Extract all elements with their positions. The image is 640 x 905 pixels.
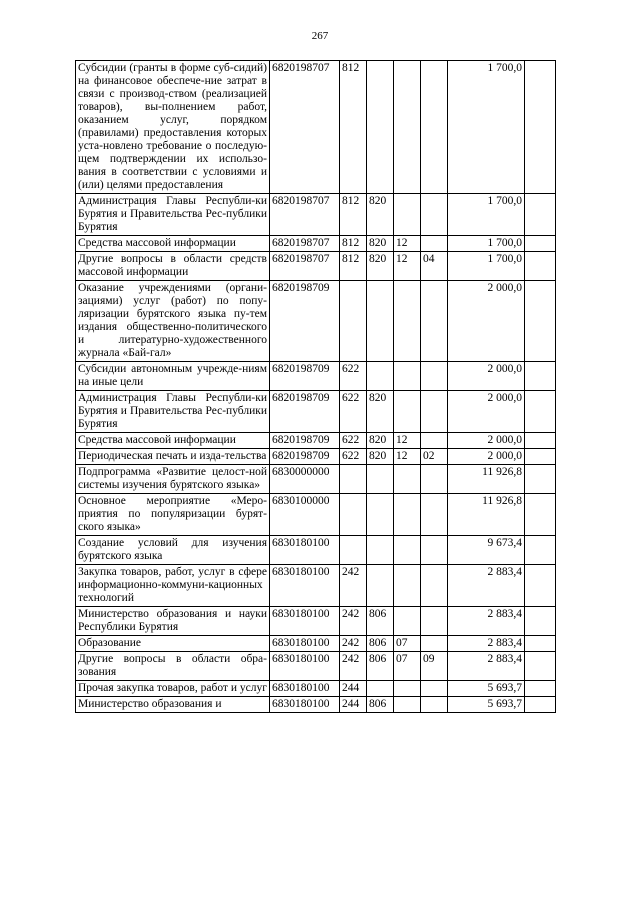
expense-type-cell: 812 [340, 61, 367, 194]
admin-code-cell: 820 [367, 252, 394, 281]
empty-cell [525, 465, 556, 494]
amount-cell: 1 700,0 [448, 236, 525, 252]
table-row [76, 236, 556, 252]
amount-cell: 2 883,4 [448, 636, 525, 652]
target-article-cell: 6830180100 [270, 565, 340, 607]
amount-cell: 1 700,0 [448, 61, 525, 194]
section-cell [394, 391, 421, 433]
section-cell [394, 536, 421, 565]
target-article-cell: 6830180100 [270, 636, 340, 652]
empty-cell [525, 433, 556, 449]
expense-type-cell: 622 [340, 433, 367, 449]
target-article-cell: 6820198707 [270, 61, 340, 194]
empty-cell [525, 494, 556, 536]
target-article-cell: 6820198707 [270, 194, 340, 236]
expense-type-cell [340, 465, 367, 494]
empty-cell [525, 607, 556, 636]
expense-type-cell: 812 [340, 236, 367, 252]
subsection-cell: 04 [421, 252, 448, 281]
empty-cell [525, 281, 556, 362]
table-row [76, 449, 556, 465]
expense-type-cell [340, 494, 367, 536]
empty-cell [525, 391, 556, 433]
row-name-cell: Оказание учреждениями (органи-зациями) услуг (работ) по попу-ляризации бурятского языка пу-тем издания общественно-политического и литературно-художественного журнала «Бай-гал» [76, 281, 270, 362]
subsection-cell [421, 61, 448, 194]
subsection-cell [421, 281, 448, 362]
target-article-cell: 6830180100 [270, 681, 340, 697]
target-article-cell: 6820198707 [270, 252, 340, 281]
table-row [76, 194, 556, 236]
expense-type-cell [340, 536, 367, 565]
section-cell [394, 61, 421, 194]
table-row [76, 391, 556, 433]
amount-cell: 2 000,0 [448, 362, 525, 391]
empty-cell [525, 194, 556, 236]
table-row [76, 681, 556, 697]
subsection-cell [421, 697, 448, 713]
row-name-cell: Субсидии (гранты в форме суб-сидий) на финансовое обеспече-ние затрат в связи с производ-ством (реализацией товаров), вы-полнением работ, оказанием услуг, порядком (правилами) предоставления которых уста-новлено требование о последую-щем подтверждении их использо-вания в соответствии с условиями и (или) целями предоставления [76, 61, 270, 194]
admin-code-cell: 806 [367, 697, 394, 713]
row-name-cell: Субсидии автономным учрежде-ниям на иные цели [76, 362, 270, 391]
amount-cell: 2 000,0 [448, 281, 525, 362]
admin-code-cell: 820 [367, 194, 394, 236]
admin-code-cell: 820 [367, 236, 394, 252]
admin-code-cell [367, 465, 394, 494]
admin-code-cell: 820 [367, 449, 394, 465]
section-cell: 07 [394, 636, 421, 652]
admin-code-cell: 806 [367, 636, 394, 652]
admin-code-cell [367, 536, 394, 565]
table-row [76, 362, 556, 391]
section-cell [394, 681, 421, 697]
target-article-cell: 6830180100 [270, 652, 340, 681]
row-name-cell: Администрация Главы Республи-ки Бурятия и Правительства Рес-публики Бурятия [76, 391, 270, 433]
expense-type-cell: 244 [340, 681, 367, 697]
empty-cell [525, 252, 556, 281]
amount-cell: 2 883,4 [448, 565, 525, 607]
admin-code-cell [367, 281, 394, 362]
row-name-cell: Основное мероприятие «Меро-приятия по популяризации бурят-ского языка» [76, 494, 270, 536]
section-cell [394, 494, 421, 536]
empty-cell [525, 652, 556, 681]
section-cell [394, 194, 421, 236]
subsection-cell [421, 607, 448, 636]
expense-type-cell: 622 [340, 449, 367, 465]
empty-cell [525, 697, 556, 713]
row-name-cell: Средства массовой информации [76, 433, 270, 449]
target-article-cell: 6820198707 [270, 236, 340, 252]
subsection-cell [421, 433, 448, 449]
row-name-cell: Образование [76, 636, 270, 652]
table-row [76, 636, 556, 652]
empty-cell [525, 681, 556, 697]
target-article-cell: 6830180100 [270, 697, 340, 713]
expense-type-cell: 244 [340, 697, 367, 713]
table-row [76, 281, 556, 362]
target-article-cell: 6830000000 [270, 465, 340, 494]
admin-code-cell: 806 [367, 652, 394, 681]
amount-cell: 1 700,0 [448, 252, 525, 281]
empty-cell [525, 636, 556, 652]
subsection-cell [421, 194, 448, 236]
row-name-cell: Прочая закупка товаров, работ и услуг [76, 681, 270, 697]
table-row [76, 536, 556, 565]
subsection-cell [421, 465, 448, 494]
section-cell [394, 465, 421, 494]
table-row [76, 465, 556, 494]
expense-type-cell: 242 [340, 607, 367, 636]
section-cell: 12 [394, 236, 421, 252]
subsection-cell [421, 636, 448, 652]
amount-cell: 11 926,8 [448, 465, 525, 494]
target-article-cell: 6830100000 [270, 494, 340, 536]
expense-type-cell [340, 281, 367, 362]
amount-cell: 1 700,0 [448, 194, 525, 236]
row-name-cell: Другие вопросы в области обра-зования [76, 652, 270, 681]
amount-cell: 9 673,4 [448, 536, 525, 565]
amount-cell: 2 000,0 [448, 449, 525, 465]
admin-code-cell [367, 61, 394, 194]
subsection-cell [421, 494, 448, 536]
amount-cell: 11 926,8 [448, 494, 525, 536]
subsection-cell [421, 681, 448, 697]
subsection-cell [421, 391, 448, 433]
target-article-cell: 6820198709 [270, 433, 340, 449]
empty-cell [525, 236, 556, 252]
row-name-cell: Периодическая печать и изда-тельства [76, 449, 270, 465]
amount-cell: 5 693,7 [448, 681, 525, 697]
admin-code-cell: 820 [367, 391, 394, 433]
subsection-cell: 02 [421, 449, 448, 465]
admin-code-cell [367, 494, 394, 536]
section-cell: 07 [394, 652, 421, 681]
row-name-cell: Министерство образования и [76, 697, 270, 713]
section-cell: 12 [394, 252, 421, 281]
table-row [76, 697, 556, 713]
table-row [76, 433, 556, 449]
section-cell [394, 362, 421, 391]
amount-cell: 2 883,4 [448, 652, 525, 681]
row-name-cell: Закупка товаров, работ, услуг в сфере информационно-коммуни-кационных технологий [76, 565, 270, 607]
target-article-cell: 6820198709 [270, 449, 340, 465]
budget-table [75, 60, 556, 713]
table-row [76, 252, 556, 281]
target-article-cell: 6820198709 [270, 362, 340, 391]
admin-code-cell [367, 362, 394, 391]
admin-code-cell [367, 681, 394, 697]
expense-type-cell: 242 [340, 652, 367, 681]
row-name-cell: Подпрограмма «Развитие целост-ной системы изучения бурятского языка» [76, 465, 270, 494]
row-name-cell: Создание условий для изучения бурятского языка [76, 536, 270, 565]
target-article-cell: 6830180100 [270, 536, 340, 565]
subsection-cell [421, 362, 448, 391]
expense-type-cell: 812 [340, 194, 367, 236]
table-body [76, 61, 556, 713]
section-cell [394, 565, 421, 607]
section-cell [394, 697, 421, 713]
target-article-cell: 6820198709 [270, 281, 340, 362]
empty-cell [525, 449, 556, 465]
row-name-cell: Другие вопросы в области средств массовой информации [76, 252, 270, 281]
section-cell: 12 [394, 433, 421, 449]
empty-cell [525, 61, 556, 194]
expense-type-cell: 622 [340, 391, 367, 433]
admin-code-cell: 806 [367, 607, 394, 636]
empty-cell [525, 565, 556, 607]
subsection-cell: 09 [421, 652, 448, 681]
expense-type-cell: 622 [340, 362, 367, 391]
subsection-cell [421, 565, 448, 607]
section-cell [394, 607, 421, 636]
target-article-cell: 6830180100 [270, 607, 340, 636]
amount-cell: 2 883,4 [448, 607, 525, 636]
table-row [76, 607, 556, 636]
table-row [76, 61, 556, 194]
subsection-cell [421, 236, 448, 252]
expense-type-cell: 242 [340, 636, 367, 652]
subsection-cell [421, 536, 448, 565]
table-row [76, 565, 556, 607]
expense-type-cell: 242 [340, 565, 367, 607]
amount-cell: 2 000,0 [448, 433, 525, 449]
table-row [76, 494, 556, 536]
amount-cell: 5 693,7 [448, 697, 525, 713]
empty-cell [525, 536, 556, 565]
section-cell: 12 [394, 449, 421, 465]
admin-code-cell [367, 565, 394, 607]
empty-cell [525, 362, 556, 391]
row-name-cell: Министерство образования и науки Республики Бурятия [76, 607, 270, 636]
row-name-cell: Администрация Главы Республи-ки Бурятия и Правительства Рес-публики Бурятия [76, 194, 270, 236]
amount-cell: 2 000,0 [448, 391, 525, 433]
table-row [76, 652, 556, 681]
section-cell [394, 281, 421, 362]
admin-code-cell: 820 [367, 433, 394, 449]
expense-type-cell: 812 [340, 252, 367, 281]
target-article-cell: 6820198709 [270, 391, 340, 433]
row-name-cell: Средства массовой информации [76, 236, 270, 252]
page-number: 267 [311, 30, 329, 42]
